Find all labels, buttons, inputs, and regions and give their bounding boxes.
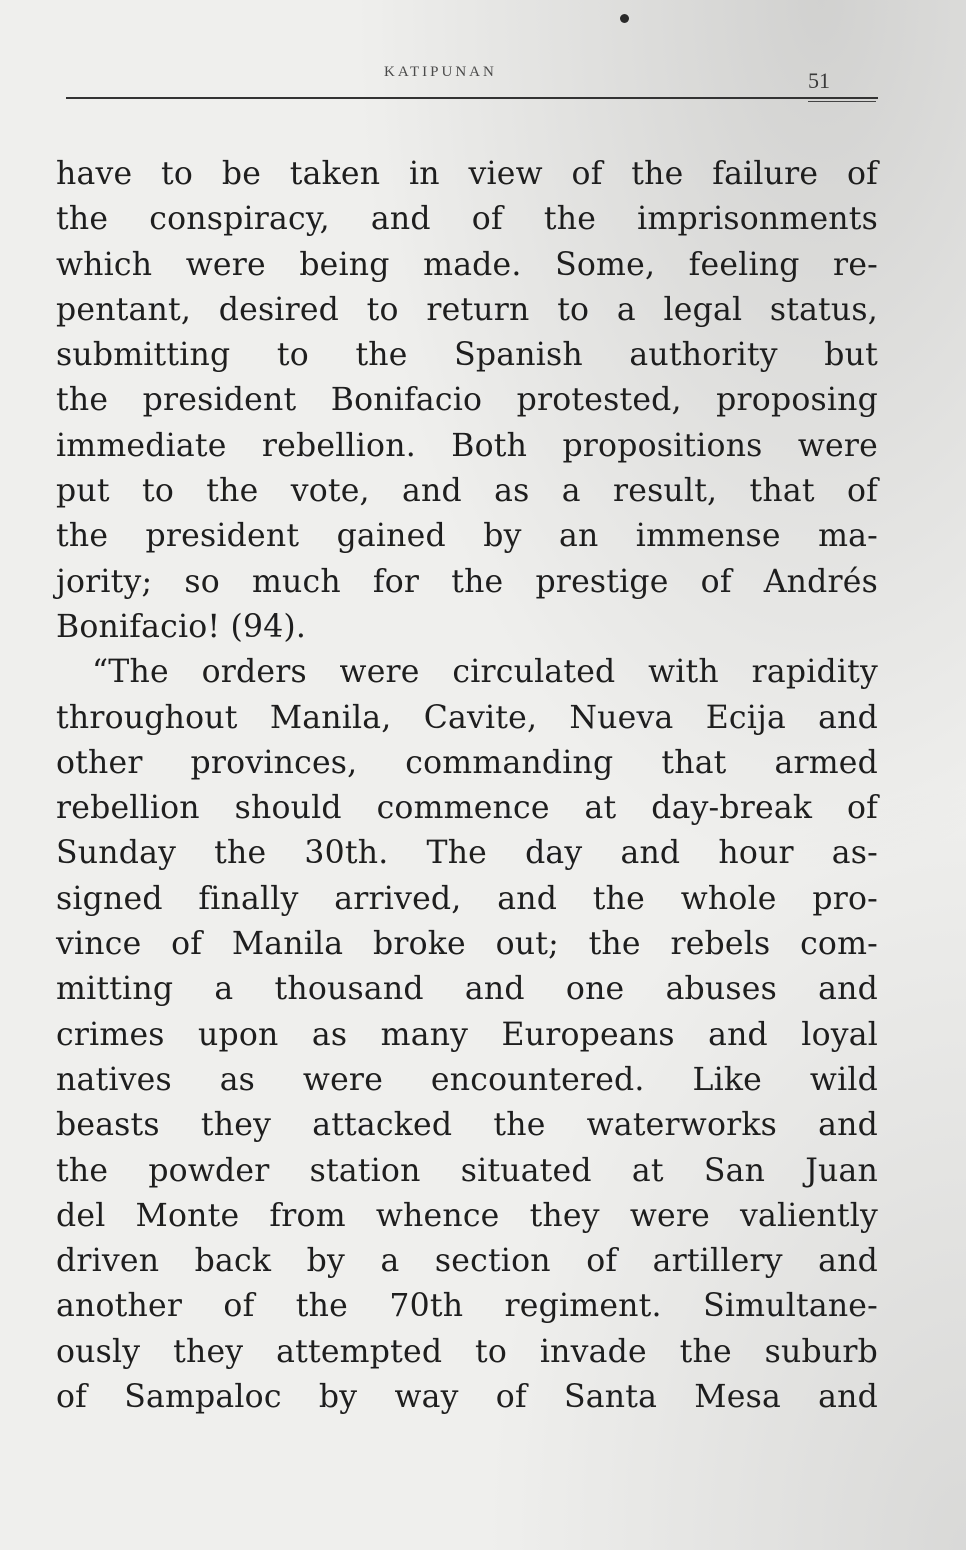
running-head: KATIPUNAN <box>384 64 497 80</box>
text-line: driven back by a section of artillery and <box>56 1243 878 1280</box>
text-line: submitting to the Spanish authority but <box>56 337 878 374</box>
text-line: vince of Manila broke out; the rebels com- <box>56 926 878 963</box>
text-line: the powder station situated at San Juan <box>56 1152 878 1189</box>
text-line: the president gained by an immense ma- <box>56 518 878 555</box>
page-number-underline <box>808 101 876 102</box>
text-line: Sunday the 30th. The day and hour as- <box>56 835 878 872</box>
text-line: jority; so much for the prestige of Andrés <box>56 563 878 600</box>
text-line: throughout Manila, Cavite, Nueva Ecija and <box>56 699 878 736</box>
text-line: beasts they attacked the waterworks and <box>56 1107 878 1144</box>
text-line: immediate rebellion. Both propositions were <box>56 427 878 464</box>
text-line: Bonifacio! (94). <box>56 608 307 645</box>
ink-spot <box>620 14 629 23</box>
text-line: “The orders were circulated with rapidity <box>92 654 878 691</box>
page-number: 51 <box>808 68 830 93</box>
text-line: other provinces, commanding that armed <box>56 744 878 781</box>
text-line: the conspiracy, and of the imprisonments <box>56 201 878 238</box>
text-line: which were being made. Some, feeling re- <box>56 246 878 283</box>
text-line: del Monte from whence they were valiently <box>56 1197 878 1234</box>
paragraph-2 <box>56 650 878 1420</box>
text-line: ously they attempted to invade the suburb <box>56 1333 878 1370</box>
text-line: natives as were encountered. Like wild <box>56 1061 878 1098</box>
text-line: of Sampaloc by way of Santa Mesa and <box>56 1379 878 1416</box>
text-line: put to the vote, and as a result, that of <box>56 473 878 510</box>
text-line: the president Bonifacio protested, proposing <box>56 382 878 419</box>
text-line: pentant, desired to return to a legal status, <box>56 291 878 328</box>
body-text <box>56 152 878 1420</box>
text-line: rebellion should commence at day-break of <box>56 790 878 827</box>
text-line: another of the 70th regiment. Simultane- <box>56 1288 878 1325</box>
text-line: crimes upon as many Europeans and loyal <box>56 1016 878 1053</box>
text-line: mitting a thousand and one abuses and <box>56 971 878 1008</box>
text-line: have to be taken in view of the failure of <box>56 156 878 192</box>
text-line: signed finally arrived, and the whole pro- <box>56 880 878 917</box>
paragraph-1 <box>56 152 878 650</box>
header-rule <box>66 97 878 99</box>
